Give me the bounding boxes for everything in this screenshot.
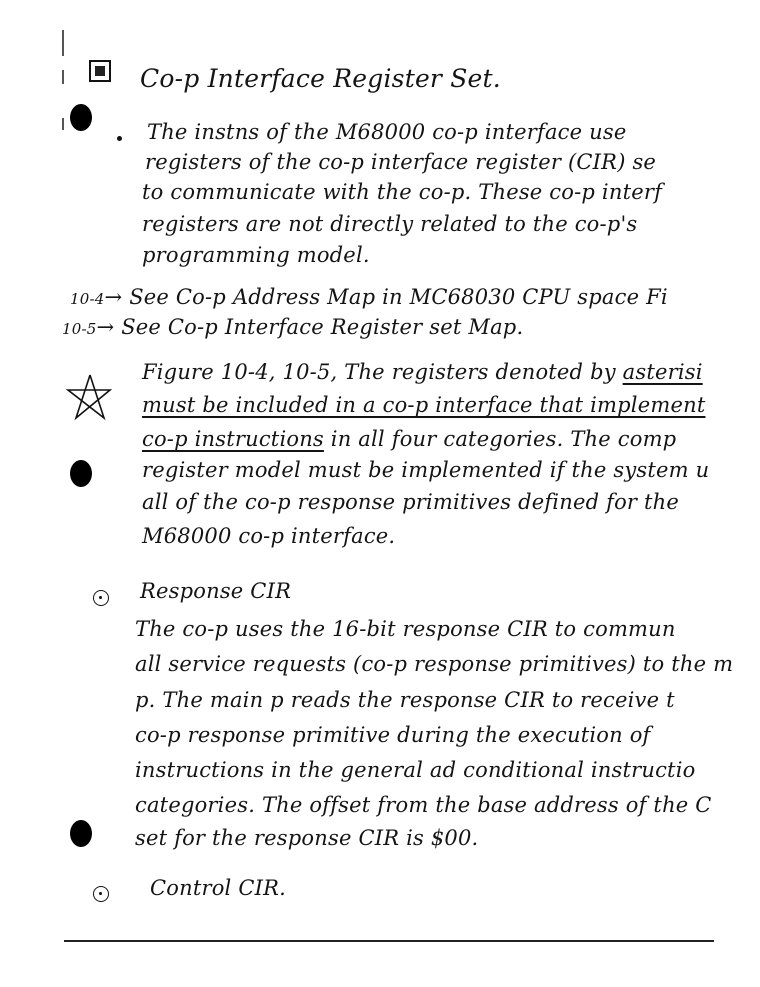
note-line bbox=[142, 360, 703, 384]
intro-line: programming model. bbox=[142, 243, 370, 267]
note-text: Figure 10-4, 10-5, The registers denoted by bbox=[142, 360, 623, 384]
response-line: instructions in the general ad conditional instructio bbox=[135, 758, 696, 782]
note-line: M68000 co-p interface. bbox=[142, 524, 396, 548]
response-line: categories. The offset from the base address of the C bbox=[135, 793, 712, 817]
circle-bullet-icon bbox=[93, 886, 109, 902]
response-line: The co-p uses the 16-bit response CIR to commun bbox=[135, 617, 676, 641]
arrow-right-icon: → bbox=[104, 285, 123, 309]
section-heading: Response CIR bbox=[140, 579, 292, 603]
page-title: Co-p Interface Register Set. bbox=[140, 64, 501, 93]
bullet-dot-icon bbox=[117, 136, 122, 141]
note-line: register model must be implemented if the system u bbox=[142, 458, 710, 482]
punch-hole bbox=[70, 460, 92, 487]
note-underlined-text: co-p instructions bbox=[142, 427, 324, 451]
margin-mark bbox=[62, 70, 64, 84]
response-line: co-p response primitive during the execution of bbox=[135, 723, 651, 747]
response-line: set for the response CIR is $00. bbox=[135, 826, 479, 850]
punch-hole bbox=[70, 104, 92, 131]
figure-ref bbox=[62, 315, 523, 339]
intro-line: The instns of the M68000 co-p interface use bbox=[147, 120, 627, 144]
margin-mark bbox=[62, 30, 64, 56]
margin-mark bbox=[62, 118, 64, 130]
note-line: must be included in a co-p interface that implement bbox=[142, 393, 706, 417]
checkbox-bullet-icon bbox=[89, 60, 111, 82]
figure-ref bbox=[70, 285, 668, 309]
section-heading: Control CIR. bbox=[150, 876, 286, 900]
figure-ref-text: See Co-p Address Map in MC68030 CPU space Fi bbox=[129, 285, 668, 309]
response-line: all service requests (co-p response primitives) to the m bbox=[135, 652, 734, 676]
figure-ref-text: See Co-p Interface Register set Map. bbox=[121, 315, 524, 339]
note-underlined-text: asterisi bbox=[622, 360, 703, 384]
response-line: p. The main p reads the response CIR to receive t bbox=[135, 688, 675, 712]
note-text: in all four categories. The comp bbox=[323, 427, 677, 451]
intro-line: to communicate with the co-p. These co-p interf bbox=[142, 180, 663, 204]
note-line bbox=[142, 427, 676, 451]
punch-hole bbox=[70, 820, 92, 847]
figure-ref-number: 10-4 bbox=[70, 290, 105, 308]
page-bottom-rule bbox=[64, 940, 714, 942]
intro-line: registers are not directly related to the co-p's bbox=[142, 212, 638, 236]
figure-ref-number: 10-5 bbox=[62, 320, 97, 338]
star-icon bbox=[64, 372, 116, 422]
arrow-right-icon: → bbox=[96, 315, 115, 339]
intro-line: registers of the co-p interface register (CIR) se bbox=[145, 150, 657, 174]
circle-bullet-icon bbox=[93, 590, 109, 606]
note-line: all of the co-p response primitives defined for the bbox=[142, 490, 680, 514]
